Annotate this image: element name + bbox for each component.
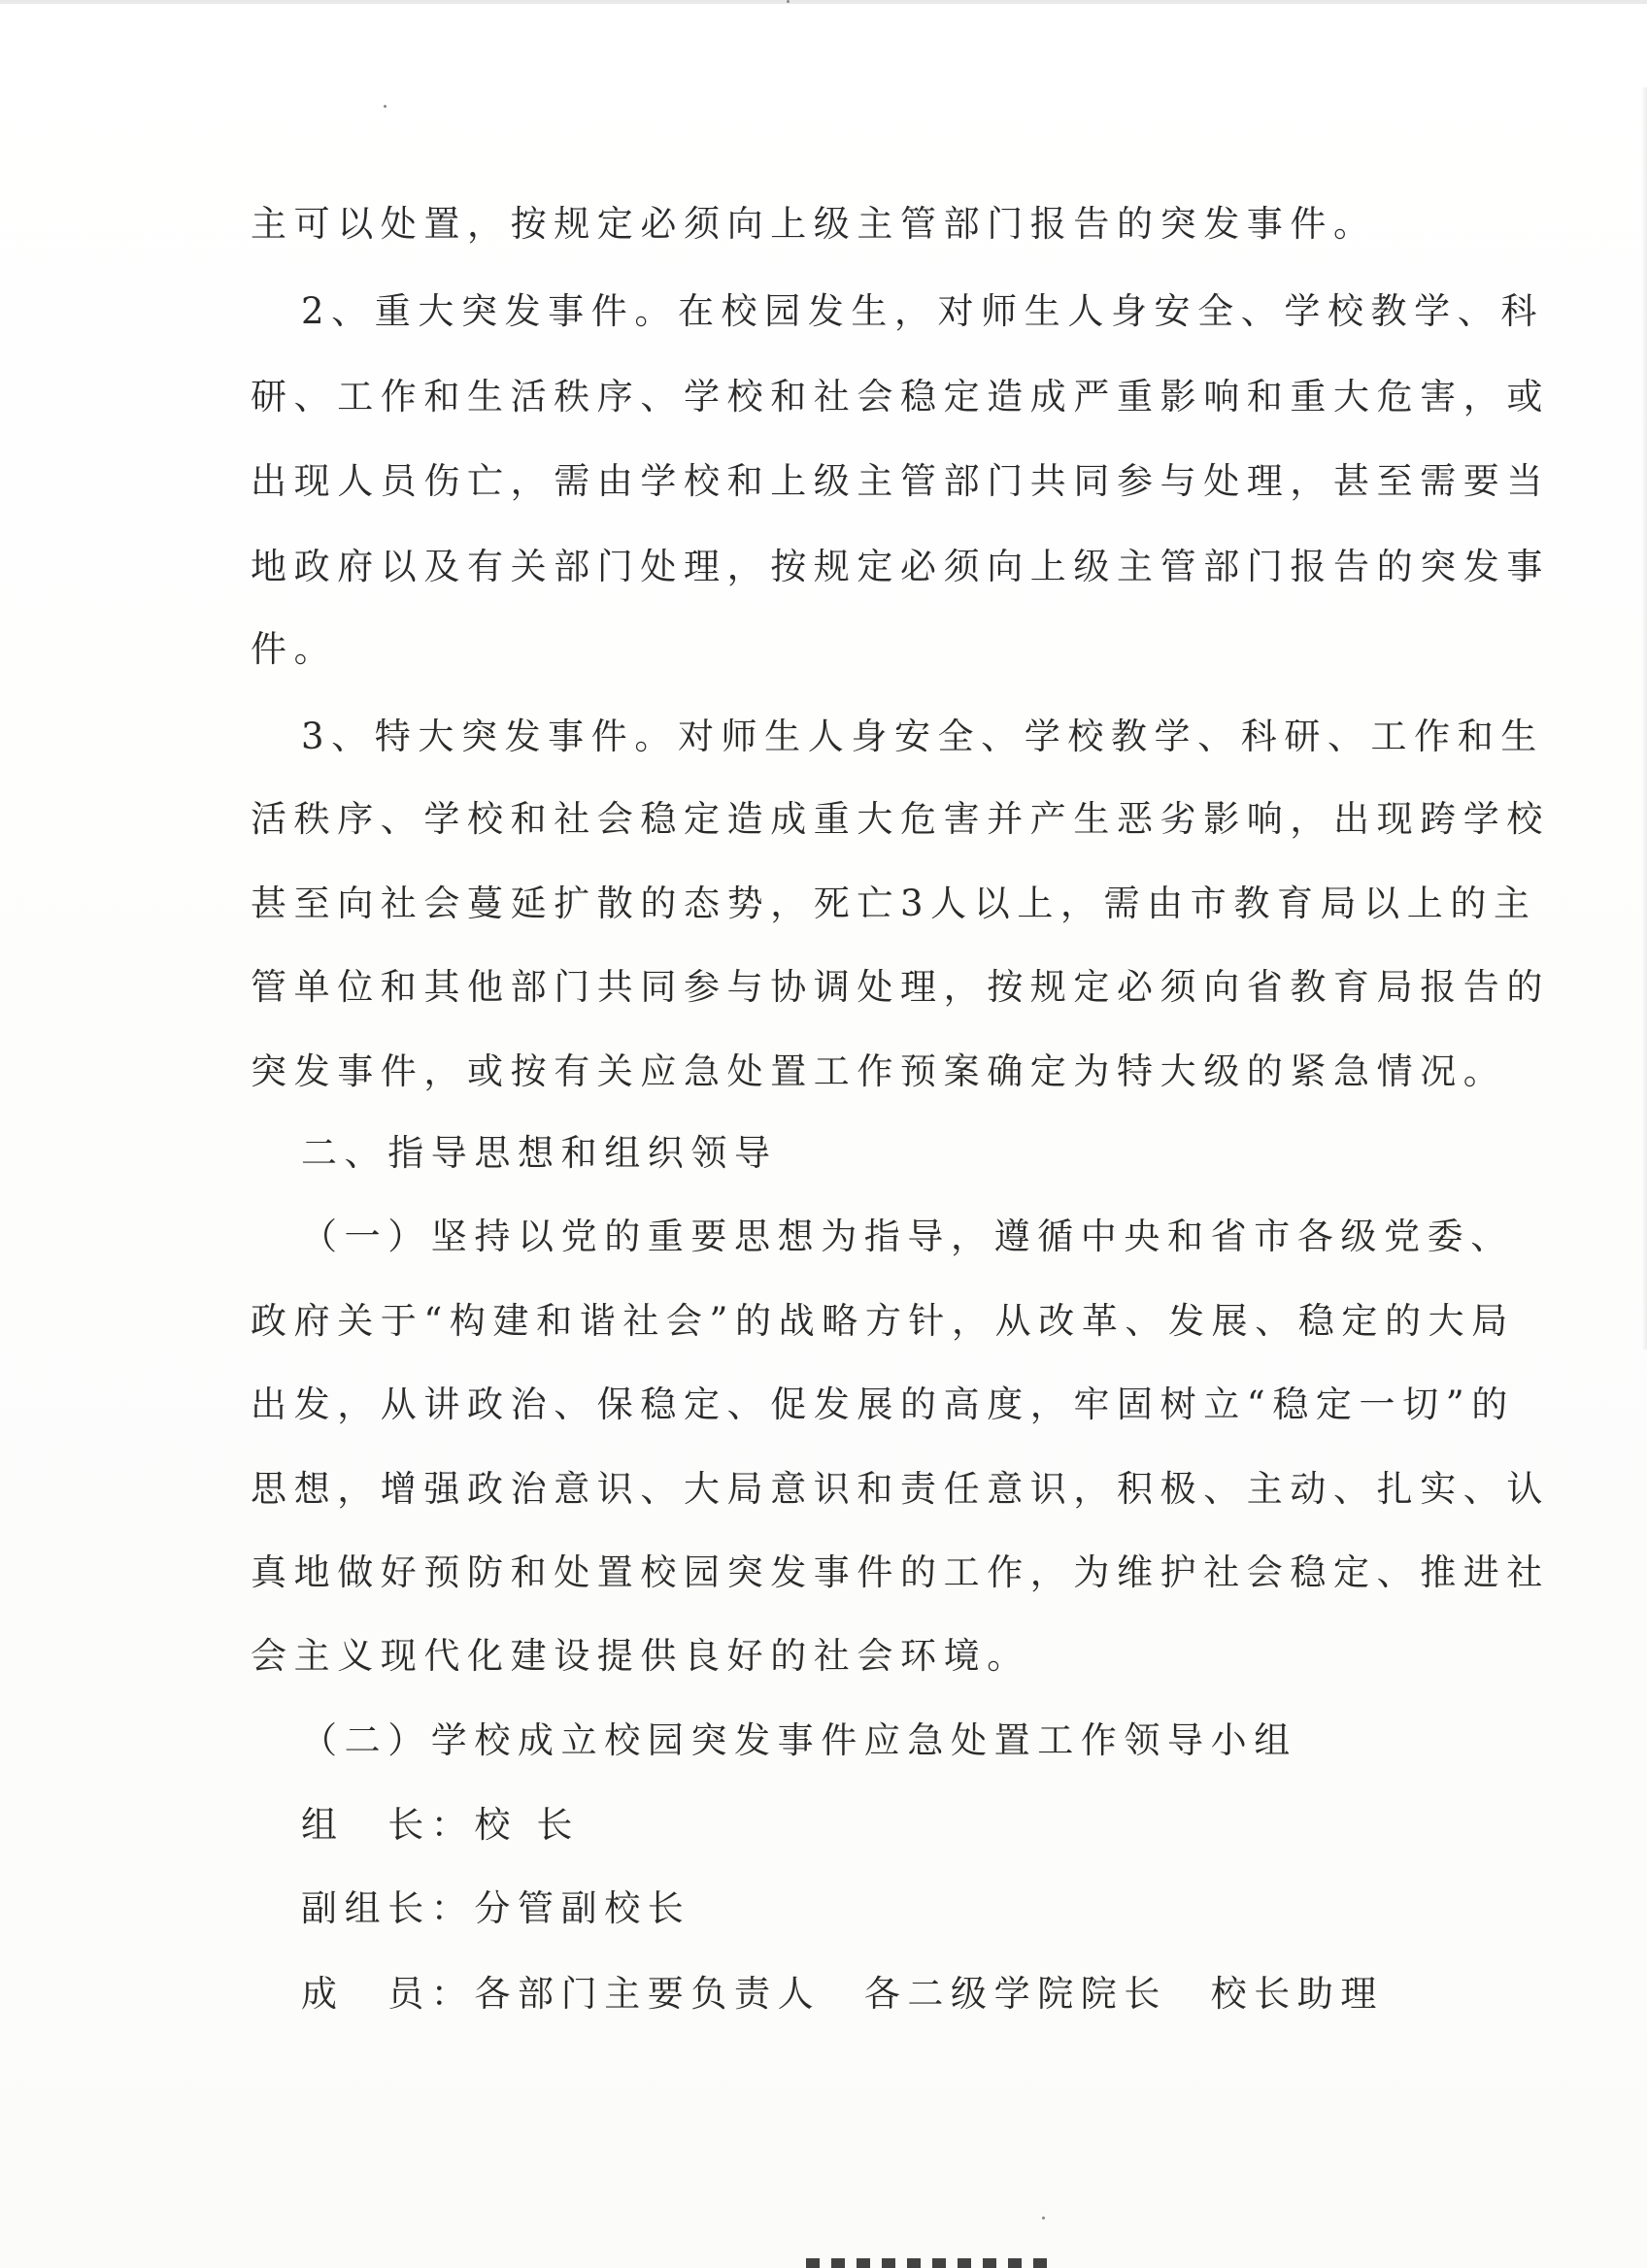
deputy-leader-line: 副组长：分管副校长: [301, 1887, 691, 1929]
text-line-16: 思想，增强政治意识、大局意识和责任意识，积极、主动、扎实、认: [251, 1468, 1550, 1510]
text-line-17: 真地做好预防和处置校园突发事件的工作，为维护社会稳定、推进社: [251, 1551, 1550, 1593]
scan-edge-top: [0, 0, 1647, 4]
text-line-7: 3、特大突发事件。对师生人身安全、学校教学、科研、工作和生: [301, 716, 1544, 757]
text-line-1: 主可以处置，按规定必须向上级主管部门报告的突发事件。: [251, 203, 1377, 245]
text-line-13: （一）坚持以党的重要思想为指导，遵循中央和省市各级党委、: [301, 1216, 1514, 1257]
leader-line: 组 长：校 长: [301, 1804, 580, 1846]
text-line-14: 政府关于“构建和谐社会”的战略方针，从改革、发展、稳定的大局: [251, 1300, 1515, 1342]
text-line-19: （二）学校成立校园突发事件应急处置工作领导小组: [301, 1719, 1297, 1761]
scan-speck: [384, 105, 387, 108]
scan-speck: [1042, 2217, 1045, 2219]
text-line-8: 活秩序、学校和社会稳定造成重大危害并产生恶劣影响，出现跨学校: [251, 798, 1550, 840]
text-line-4: 出现人员伤亡，需由学校和上级主管部门共同参与处理，甚至需要当: [251, 460, 1550, 502]
scan-edge-right: [1641, 87, 1647, 1350]
text-line-6: 件。: [251, 628, 338, 670]
text-line-3: 研、工作和生活秩序、学校和社会稳定造成严重影响和重大危害，或: [251, 376, 1550, 417]
section-heading: 二、指导思想和组织领导: [301, 1132, 778, 1174]
text-line-5: 地政府以及有关部门处理，按规定必须向上级主管部门报告的突发事: [251, 546, 1550, 587]
text-line-11: 突发事件，或按有关应急处置工作预案确定为特大级的紧急情况。: [251, 1051, 1507, 1092]
text-line-2: 2、重大突发事件。在校园发生，对师生人身安全、学校教学、科: [301, 290, 1544, 332]
members-line: 成 员：各部门主要负责人 各二级学院院长 校长助理: [301, 1973, 1384, 2015]
text-line-10: 管单位和其他部门共同参与协调处理，按规定必须向省教育局报告的: [251, 966, 1550, 1008]
scan-speck: [787, 0, 790, 3]
scan-artifact-bottom: [806, 2258, 1049, 2268]
text-line-15: 出发，从讲政治、保稳定、促发展的高度，牢固树立“稳定一切”的: [251, 1384, 1515, 1425]
text-line-18: 会主义现代化建设提供良好的社会环境。: [251, 1635, 1030, 1677]
text-line-9: 甚至向社会蔓延扩散的态势，死亡3人以上，需由市教育局以上的主: [251, 883, 1537, 924]
